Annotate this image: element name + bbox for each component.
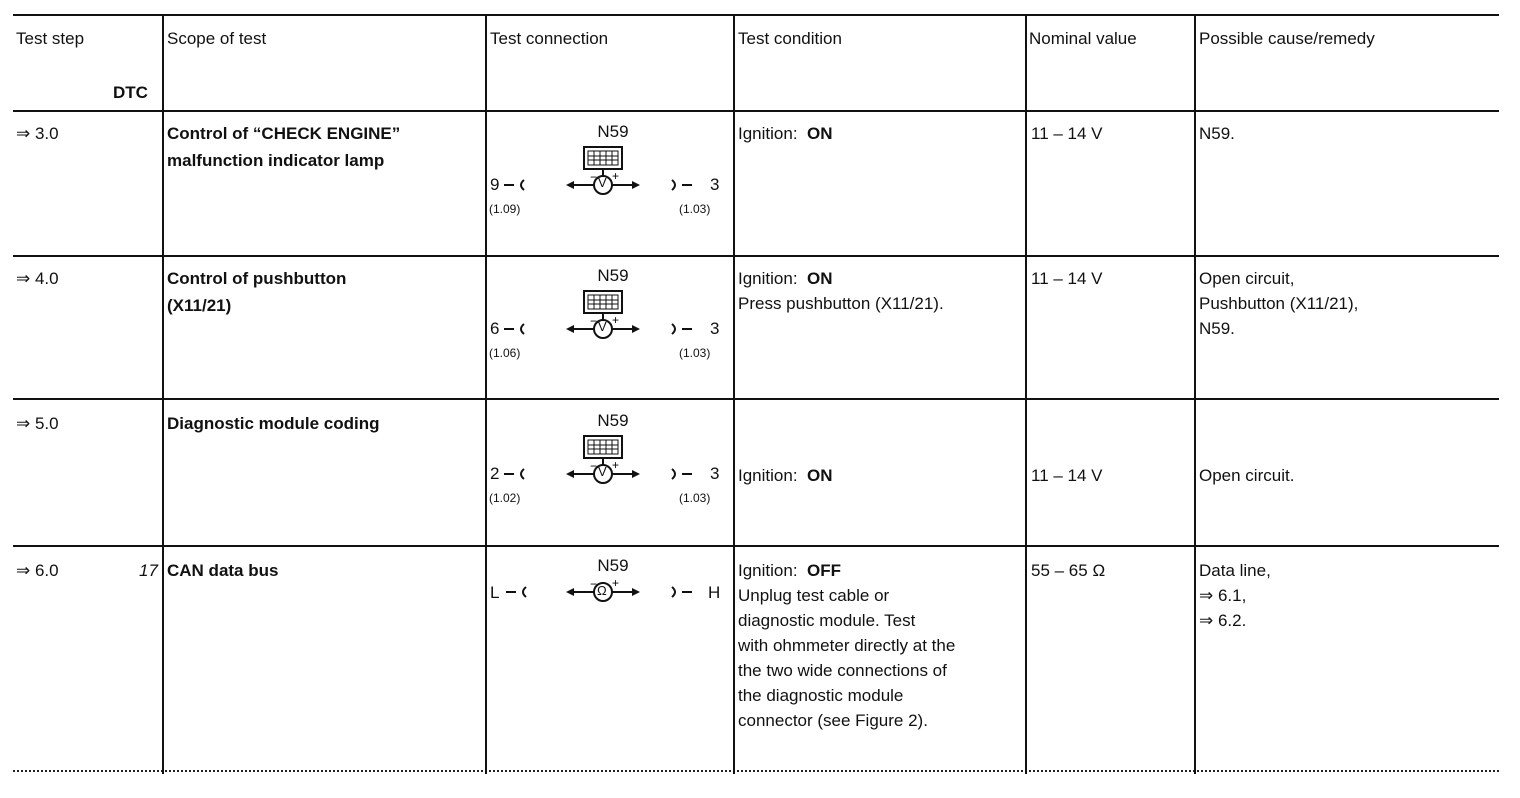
condition-line: Unplug test cable or <box>738 586 890 605</box>
right-pin: H <box>708 583 721 602</box>
meter-symbol: V <box>598 319 607 334</box>
module-name: N59 <box>597 411 629 430</box>
right-pin-ref: (1.03) <box>679 202 711 216</box>
column-divider <box>1025 14 1027 774</box>
svg-text:+: + <box>612 458 620 472</box>
table-top-rule <box>13 14 1499 16</box>
condition-line: the two wide connections of <box>738 661 947 680</box>
left-pin: 6 <box>490 319 500 338</box>
condition-label: Ignition: <box>738 269 798 288</box>
svg-text:−: − <box>590 170 598 184</box>
left-pin: L <box>490 583 500 602</box>
condition-line: connector (see Figure 2). <box>738 711 928 730</box>
condition-value: ON <box>807 124 833 143</box>
voltmeter-connection-diagram <box>488 262 728 362</box>
svg-text:−: − <box>590 577 598 591</box>
remedy-line: ⇒ 6.2. <box>1199 611 1247 630</box>
ohmmeter-connection-diagram <box>488 552 728 652</box>
ohmmeter-icon <box>488 552 728 622</box>
svg-text:+: + <box>612 313 620 327</box>
svg-text:−: − <box>590 459 598 473</box>
right-pin: 3 <box>710 464 720 483</box>
remedy-line: N59. <box>1199 319 1235 338</box>
header-test-step: Test step <box>16 29 85 48</box>
condition-label: Ignition: <box>738 466 798 485</box>
scope-line: malfunction indicator lamp <box>167 151 385 170</box>
remedy-line: N59. <box>1199 124 1235 143</box>
scope-line: Diagnostic module coding <box>167 414 380 433</box>
header-remedy: Possible cause/remedy <box>1199 29 1375 48</box>
scope-line: CAN data bus <box>167 561 279 580</box>
right-pin: 3 <box>710 175 720 194</box>
condition-line: Press pushbutton (X11/21). <box>738 294 944 313</box>
left-pin-ref: (1.02) <box>489 491 521 505</box>
scope-line: Control of “CHECK ENGINE” <box>167 124 401 143</box>
test-step: ⇒ 3.0 <box>16 124 59 143</box>
header-condition: Test condition <box>738 29 842 48</box>
header-scope: Scope of test <box>167 29 267 48</box>
left-pin: 9 <box>490 175 500 194</box>
row-divider <box>13 398 1499 400</box>
header-bottom-rule <box>13 110 1499 112</box>
row-divider <box>13 545 1499 547</box>
voltmeter-connection-diagram <box>488 118 728 218</box>
header-dtc: DTC <box>113 83 148 102</box>
module-name: N59 <box>597 122 629 141</box>
dtc-code: 17 <box>139 561 158 580</box>
remedy-line: ⇒ 6.1, <box>1199 586 1247 605</box>
remedy-line: Open circuit, <box>1199 269 1295 288</box>
svg-text:+: + <box>612 169 620 183</box>
header-connection: Test connection <box>490 29 609 48</box>
remedy-line: Open circuit. <box>1199 466 1295 485</box>
left-pin: 2 <box>490 464 500 483</box>
row-divider <box>13 255 1499 257</box>
test-step: ⇒ 6.0 <box>16 561 59 580</box>
meter-symbol: V <box>598 175 607 190</box>
right-pin-ref: (1.03) <box>679 346 711 360</box>
module-name: N59 <box>597 266 629 285</box>
voltmeter-connection-diagram <box>488 407 728 507</box>
condition <box>738 123 833 144</box>
table-bottom-rule <box>13 770 1499 772</box>
remedy-line: Pushbutton (X11/21), <box>1199 294 1359 313</box>
scope-line: Control of pushbutton <box>167 269 347 288</box>
test-step: ⇒ 5.0 <box>16 414 59 433</box>
left-pin-ref: (1.06) <box>489 346 521 360</box>
remedy-line: Data line, <box>1199 561 1271 580</box>
column-divider <box>485 14 487 774</box>
condition-line: with ohmmeter directly at the <box>738 636 956 655</box>
column-divider <box>162 14 164 774</box>
condition-value: ON <box>807 269 833 288</box>
right-pin: 3 <box>710 319 720 338</box>
condition-label: Ignition: <box>738 124 798 143</box>
condition-label: Ignition: <box>738 561 798 580</box>
condition-line: diagnostic module. Test <box>738 611 916 630</box>
column-divider <box>1194 14 1196 774</box>
right-pin-ref: (1.03) <box>679 491 711 505</box>
condition-line: the diagnostic module <box>738 686 904 705</box>
nominal-value: 11 – 14 V <box>1031 466 1103 485</box>
nominal-value: 55 – 65 Ω <box>1031 561 1106 580</box>
nominal-value: 11 – 14 V <box>1031 269 1103 288</box>
svg-text:+: + <box>612 576 620 590</box>
meter-symbol: Ω <box>597 583 607 598</box>
scope-line: (X11/21) <box>167 296 232 315</box>
left-pin-ref: (1.09) <box>489 202 521 216</box>
meter-symbol: V <box>598 464 607 479</box>
column-divider <box>733 14 735 774</box>
condition-value: ON <box>807 466 833 485</box>
nominal-value: 11 – 14 V <box>1031 124 1103 143</box>
condition-value: OFF <box>807 561 841 580</box>
condition <box>738 268 833 289</box>
module-name: N59 <box>597 556 629 575</box>
svg-text:−: − <box>590 314 598 328</box>
condition <box>738 560 841 581</box>
test-step: ⇒ 4.0 <box>16 269 59 288</box>
condition <box>738 465 833 486</box>
header-nominal: Nominal value <box>1029 29 1137 48</box>
